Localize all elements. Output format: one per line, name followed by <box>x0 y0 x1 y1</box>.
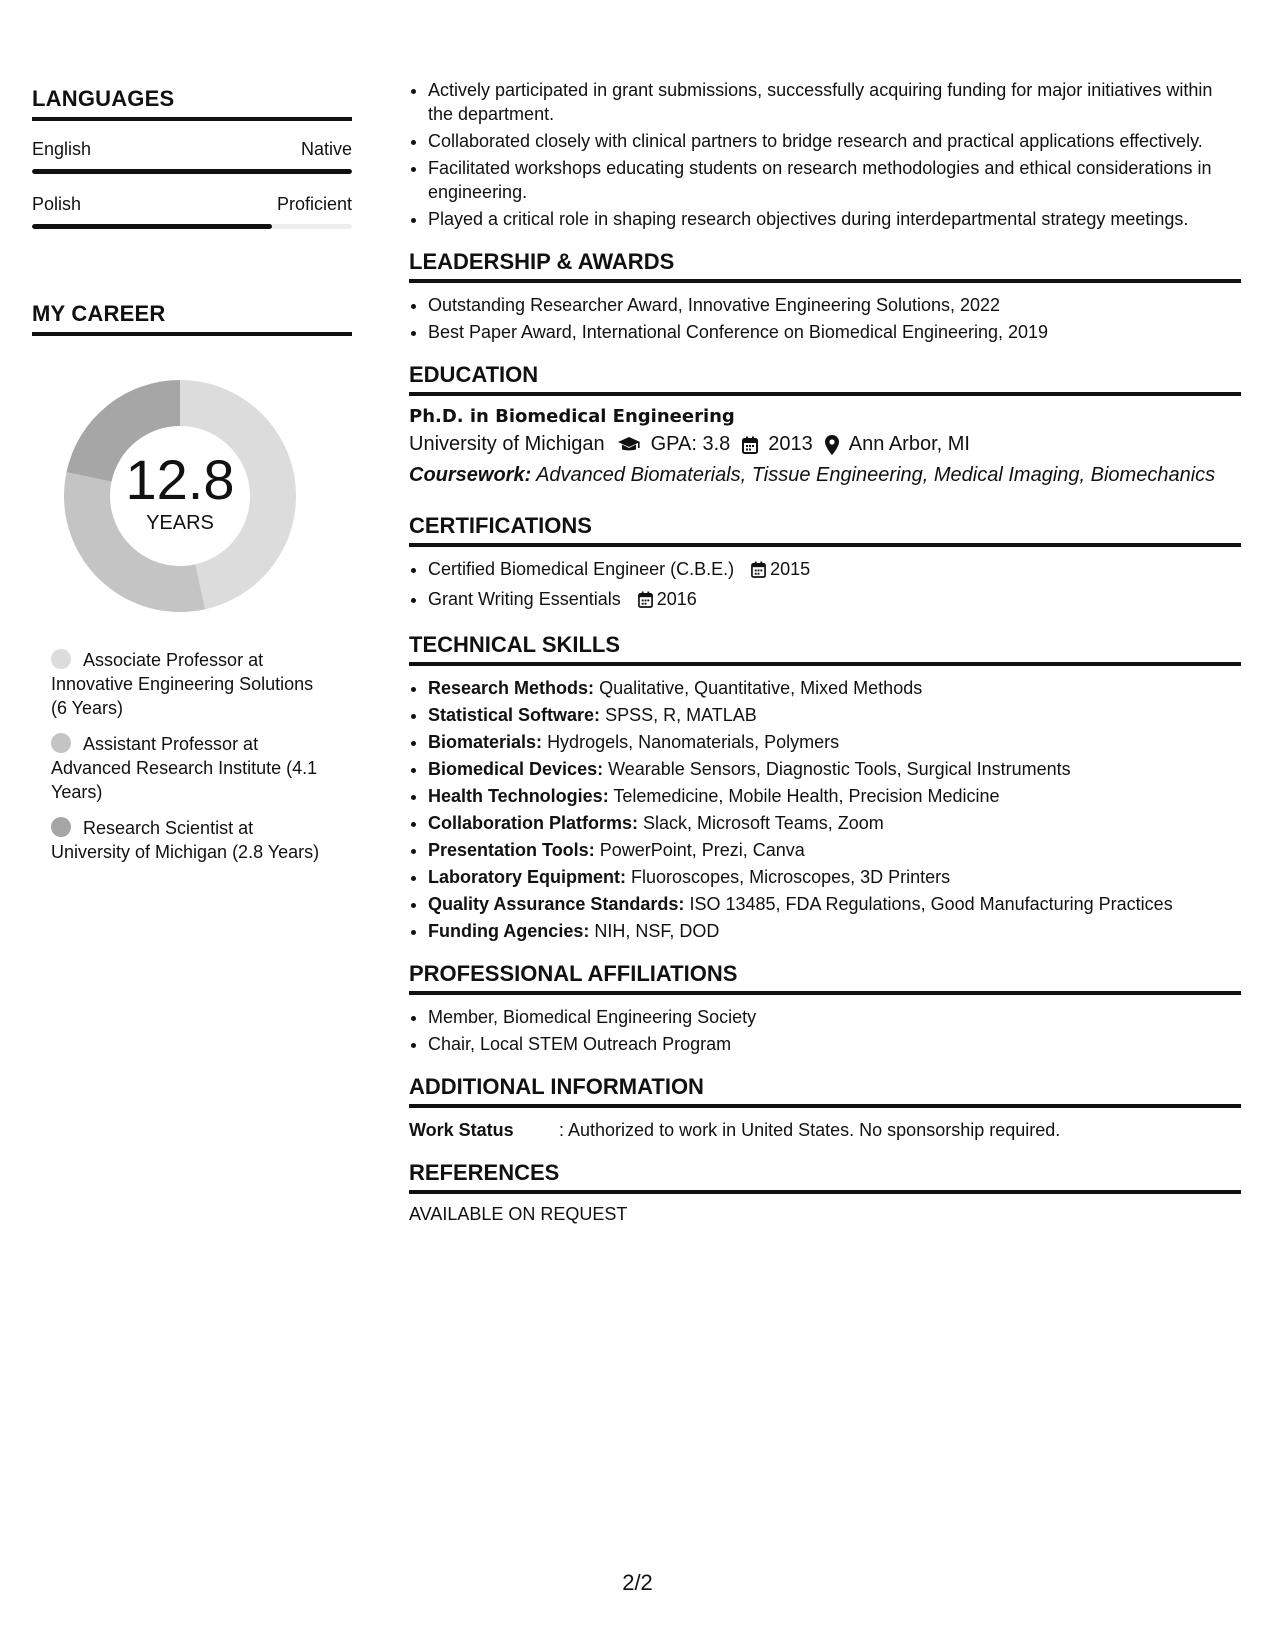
skill-value: Slack, Microsoft Teams, Zoom <box>643 813 884 833</box>
list-item: • Actively participated in grant submissions, successfully acquiring funding for major initiatives within the department. <box>428 78 1241 126</box>
school-name: University of Michigan <box>409 433 605 455</box>
sidebar <box>32 86 352 876</box>
skill-label: Laboratory Equipment: <box>428 867 627 887</box>
awards-heading: LEADERSHIP & AWARDS <box>409 249 1241 283</box>
career-donut-chart <box>54 370 306 622</box>
list-item <box>428 557 1241 584</box>
list-item <box>428 865 1241 889</box>
certification-year: 2016 <box>656 589 697 609</box>
language-item <box>32 194 352 229</box>
graduation-year: 2013 <box>768 433 813 455</box>
skill-label: Collaboration Platforms: <box>428 813 639 833</box>
list-item: • Outstanding Researcher Award, Innovative Engineering Solutions, 2022 <box>428 293 1241 317</box>
legend-label: Assistant Professor at Advanced Research Institute (4.1 Years) <box>51 734 318 802</box>
certification-year: 2015 <box>770 559 811 579</box>
skill-label: Biomedical Devices: <box>428 759 604 779</box>
references-text: AVAILABLE ON REQUEST <box>409 1204 628 1224</box>
school-location: Ann Arbor, MI <box>848 433 970 455</box>
location-pin-icon <box>825 435 839 455</box>
language-name: Polish <box>32 194 82 214</box>
career-section <box>32 301 352 864</box>
career-legend-item <box>51 648 331 720</box>
languages-heading: LANGUAGES <box>32 86 352 121</box>
language-proficiency-bar <box>32 169 352 174</box>
awards-list <box>409 293 1241 344</box>
skill-label: Biomaterials: <box>428 732 543 752</box>
skill-label: Funding Agencies: <box>428 921 590 941</box>
list-item: • Facilitated workshops educating students on research methodologies and ethical considerations in engineering. <box>428 156 1241 204</box>
list-item <box>428 892 1241 916</box>
list-item <box>428 703 1241 727</box>
coursework <box>409 464 1241 487</box>
education-meta <box>409 433 1241 456</box>
calendar-icon <box>751 560 766 584</box>
list-item: • Member, Biomedical Engineering Society <box>428 1005 1241 1029</box>
career-total-years: 12.8 <box>125 447 235 511</box>
list-item <box>428 811 1241 835</box>
list-item <box>428 676 1241 700</box>
career-legend-item <box>51 816 331 864</box>
skill-value: ISO 13485, FDA Regulations, Good Manufacturing Practices <box>689 894 1173 914</box>
skill-label: Presentation Tools: <box>428 840 595 860</box>
language-proficiency-bar <box>32 224 352 229</box>
work-status-label: Work Status <box>409 1120 514 1140</box>
coursework-label: Coursework: <box>409 464 532 486</box>
certifications-list <box>409 557 1241 614</box>
graduation-cap-icon <box>617 436 641 454</box>
affiliations-list <box>409 1005 1241 1056</box>
skill-value: PowerPoint, Prezi, Canva <box>599 840 805 860</box>
list-item <box>428 587 1241 614</box>
work-status-value: : Authorized to work in United States. No sponsorship required. <box>559 1120 1061 1140</box>
list-item <box>428 784 1241 808</box>
experience-bullets <box>409 78 1241 231</box>
legend-swatch <box>51 817 71 837</box>
list-item: • Best Paper Award, International Conference on Biomedical Engineering, 2019 <box>428 320 1241 344</box>
calendar-icon <box>742 436 758 454</box>
career-legend <box>51 648 331 864</box>
skill-value: SPSS, R, MATLAB <box>605 705 757 725</box>
skill-label: Health Technologies: <box>428 786 609 806</box>
list-item <box>428 919 1241 943</box>
language-level: Proficient <box>276 194 352 214</box>
career-total-unit: YEARS <box>146 511 214 534</box>
skill-value: Telemedicine, Mobile Health, Precision Medicine <box>613 786 1000 806</box>
certification-name: Grant Writing Essentials <box>428 589 621 609</box>
language-proficiency-fill <box>32 224 272 229</box>
calendar-icon <box>638 590 653 614</box>
skill-value: Hydrogels, Nanomaterials, Polymers <box>547 732 840 752</box>
language-item <box>32 139 352 174</box>
references-heading: REFERENCES <box>409 1160 1241 1194</box>
legend-swatch <box>51 649 71 669</box>
language-level: Native <box>300 139 352 159</box>
affiliations-heading: PROFESSIONAL AFFILIATIONS <box>409 961 1241 995</box>
work-status-row <box>409 1118 1241 1142</box>
degree-title: Ph.D. in Biomedical Engineering <box>409 406 735 427</box>
certification-name: Certified Biomedical Engineer (C.B.E.) <box>428 559 735 579</box>
skill-value: Qualitative, Quantitative, Mixed Methods <box>599 678 923 698</box>
list-item <box>428 730 1241 754</box>
list-item <box>428 757 1241 781</box>
list-item <box>428 838 1241 862</box>
list-item: • Collaborated closely with clinical partners to bridge research and practical applications effectively. <box>428 129 1241 153</box>
main-content <box>409 78 1241 1225</box>
skill-value: Fluoroscopes, Microscopes, 3D Printers <box>631 867 951 887</box>
language-name: English <box>32 139 92 159</box>
career-heading: MY CAREER <box>32 301 352 336</box>
skill-label: Statistical Software: <box>428 705 601 725</box>
language-proficiency-fill <box>32 169 352 174</box>
legend-label: Research Scientist at University of Michigan (2.8 Years) <box>51 818 320 862</box>
list-item: • Played a critical role in shaping research objectives during interdepartmental strategy meetings. <box>428 207 1241 231</box>
career-legend-item <box>51 732 331 804</box>
skills-heading: TECHNICAL SKILLS <box>409 632 1241 666</box>
list-item: • Chair, Local STEM Outreach Program <box>428 1032 1241 1056</box>
additional-info-heading: ADDITIONAL INFORMATION <box>409 1074 1241 1108</box>
gpa: GPA: 3.8 <box>650 433 731 455</box>
skill-label: Research Methods: <box>428 678 595 698</box>
skill-label: Quality Assurance Standards: <box>428 894 685 914</box>
skill-value: NIH, NSF, DOD <box>594 921 720 941</box>
education-heading: EDUCATION <box>409 362 1241 396</box>
coursework-value: Advanced Biomaterials, Tissue Engineering, Medical Imaging, Biomechanics <box>536 464 1216 486</box>
skill-value: Wearable Sensors, Diagnostic Tools, Surgical Instruments <box>608 759 1071 779</box>
legend-label: Associate Professor at Innovative Engineering Solutions (6 Years) <box>51 650 314 718</box>
legend-swatch <box>51 733 71 753</box>
skills-list <box>409 676 1241 943</box>
certifications-heading: CERTIFICATIONS <box>409 513 1241 547</box>
page-number: 2/2 <box>622 1570 653 1595</box>
